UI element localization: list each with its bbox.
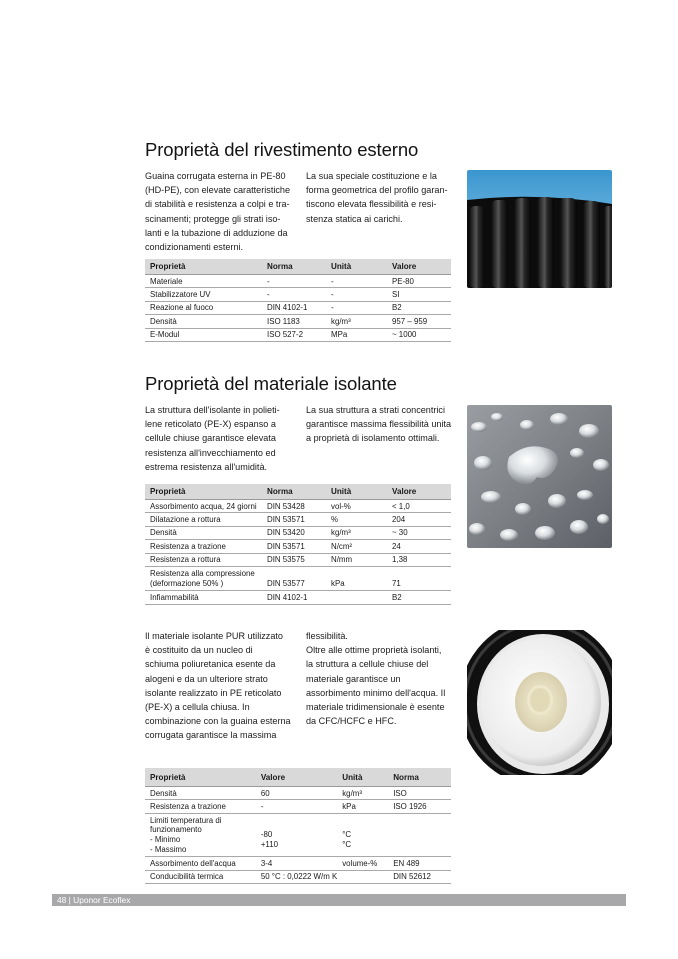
cell: DIN 53428 — [262, 500, 326, 513]
table-row — [145, 857, 451, 870]
cell: ISO 1183 — [262, 315, 326, 328]
cell: 24 — [387, 540, 451, 553]
cell: % — [326, 513, 387, 526]
table-row — [145, 275, 451, 288]
cell — [337, 870, 388, 883]
cell: Assorbimento acqua, 24 giorni — [145, 500, 262, 513]
cell: DIN 53577 — [262, 566, 326, 590]
cell: - — [326, 288, 387, 301]
cell: - — [326, 275, 387, 288]
cell: - — [326, 301, 387, 314]
table-row — [145, 315, 451, 328]
water-droplets-photo — [467, 405, 612, 548]
cell: ~ 30 — [387, 526, 451, 539]
cell: Stabilizzatore UV — [145, 288, 262, 301]
table-row — [145, 540, 451, 553]
cell: Limiti temperatura di funzionamento - Minimo - Massimo — [145, 813, 256, 856]
column-header: Proprietà — [145, 259, 262, 275]
cell: E-Modul — [145, 328, 262, 341]
cell: N/mm — [326, 553, 387, 566]
section2-table — [145, 484, 451, 605]
corrugated-pipe-photo — [467, 170, 612, 288]
column-header: Valore — [256, 768, 337, 787]
column-header: Norma — [262, 484, 326, 500]
cell: -80 +110 — [256, 813, 337, 856]
table-row — [145, 526, 451, 539]
section2-text-right: La sua struttura a strati concentrici garantisce massima flessibilità unita a proprietà di isolamento ottimali. — [306, 405, 452, 444]
cell: kg/m³ — [326, 315, 387, 328]
table-row — [145, 500, 451, 513]
cell: SI — [387, 288, 451, 301]
cell: DIN 4102-1 — [262, 301, 326, 314]
table-row — [145, 553, 451, 566]
cell: DIN 53571 — [262, 540, 326, 553]
column-header: Norma — [388, 768, 451, 787]
column-header: Valore — [387, 259, 451, 275]
cell: ISO — [388, 787, 451, 800]
cell: B2 — [387, 301, 451, 314]
cell: Densità — [145, 315, 262, 328]
cell — [326, 591, 387, 604]
column-header: Unità — [326, 259, 387, 275]
table-row — [145, 566, 451, 590]
section3-table — [145, 768, 451, 884]
section2-text-left: La struttura dell'isolante in polieti- lene reticolato (PE-X) espanso a cellule chiuse garantisce elevata resistenza all'invecchiamento ed estrema resistenza all'umidità. — [145, 405, 280, 472]
table-row — [145, 301, 451, 314]
cell: 3-4 — [256, 857, 337, 870]
table-row — [145, 870, 451, 883]
cell: DIN 53420 — [262, 526, 326, 539]
cell: < 1,0 — [387, 500, 451, 513]
column-header: Unità — [337, 768, 388, 787]
table-row — [145, 813, 451, 856]
section2-title: Proprietà del materiale isolante — [145, 373, 397, 394]
cell: DIN 53571 — [262, 513, 326, 526]
cell: Resistenza a trazione — [145, 800, 256, 813]
cell: kPa — [337, 800, 388, 813]
section3-text-left: Il materiale isolante PUR utilizzato è costituito da un nucleo di schiuma poliuretanica esente da alogeni e da un ulteriore strato isolante realizzato in PE reticolato (PE-X) a cellula chiusa. In combinazione con la guaina esterna corrugata garantisce la massima — [145, 631, 291, 741]
section1-text-left: Guaina corrugata esterna in PE-80 (HD-PE), con elevate caratteristiche di stabilità e resistenza a colpi e tra- scinamenti; protegge gli strati iso- lanti e la tubazione di adduzione da condizionamenti esterni. — [145, 171, 291, 253]
cell: kg/m³ — [326, 526, 387, 539]
table-row — [145, 328, 451, 341]
cell: Conducibilità termica — [145, 870, 256, 883]
section1-text-right: La sua speciale costituzione e la forma geometrica del profilo garan- tiscono elevata flessibilità e resi- stenza statica ai carichi. — [306, 171, 448, 224]
cell: N/cm² — [326, 540, 387, 553]
column-header: Valore — [387, 484, 451, 500]
cell: volume-% — [337, 857, 388, 870]
cell: 1,38 — [387, 553, 451, 566]
cell: DIN 53575 — [262, 553, 326, 566]
section3-text-right: flessibilità. Oltre alle ottime proprietà isolanti, la struttura a cellule chiuse del materiale garantisce un assorbimento minimo dell'acqua. Il materiale tridimensionale è esente da CFC/HCFC e HFC. — [306, 631, 446, 727]
cell: ISO 527-2 — [262, 328, 326, 341]
column-header: Unità — [326, 484, 387, 500]
cell: 71 — [387, 566, 451, 590]
table-row — [145, 288, 451, 301]
cell: 204 — [387, 513, 451, 526]
cell: Densità — [145, 787, 256, 800]
cell: Resistenza a rottura — [145, 553, 262, 566]
cell: vol-% — [326, 500, 387, 513]
cell: kg/m³ — [337, 787, 388, 800]
cell: Resistenza a trazione — [145, 540, 262, 553]
column-header: Proprietà — [145, 768, 256, 787]
cell: ISO 1926 — [388, 800, 451, 813]
cell: Dilatazione a rottura — [145, 513, 262, 526]
cell: - — [262, 288, 326, 301]
cell: ~ 1000 — [387, 328, 451, 341]
section1-table — [145, 259, 451, 342]
cell: - — [256, 800, 337, 813]
table-row — [145, 513, 451, 526]
cell: EN 489 — [388, 857, 451, 870]
cell: 50 °C : 0,0222 W/m K — [256, 870, 337, 883]
cell: Materiale — [145, 275, 262, 288]
cell: kPa — [326, 566, 387, 590]
page-footer: 48 | Uponor Ecoflex — [57, 895, 131, 905]
cell: Densità — [145, 526, 262, 539]
footer-bar — [52, 894, 626, 906]
cell: DIN 52612 — [388, 870, 451, 883]
cell: °C °C — [337, 813, 388, 856]
cell: PE-80 — [387, 275, 451, 288]
cell: 60 — [256, 787, 337, 800]
cell: 957 – 959 — [387, 315, 451, 328]
column-header: Norma — [262, 259, 326, 275]
cell: DIN 4102-1 — [262, 591, 326, 604]
cell: B2 — [387, 591, 451, 604]
cell: Assorbimento dell'acqua — [145, 857, 256, 870]
section1-title: Proprietà del rivestimento esterno — [145, 139, 419, 160]
cell: MPa — [326, 328, 387, 341]
table-row — [145, 591, 451, 604]
table-row — [145, 800, 451, 813]
column-header: Proprietà — [145, 484, 262, 500]
insulated-pipe-photo — [467, 630, 612, 775]
cell: - — [262, 275, 326, 288]
cell: Infiammabilità — [145, 591, 262, 604]
cell: Resistenza alla compressione (deformazione 50% ) — [145, 566, 262, 590]
cell — [388, 813, 451, 856]
cell: Reazione al fuoco — [145, 301, 262, 314]
table-row — [145, 787, 451, 800]
